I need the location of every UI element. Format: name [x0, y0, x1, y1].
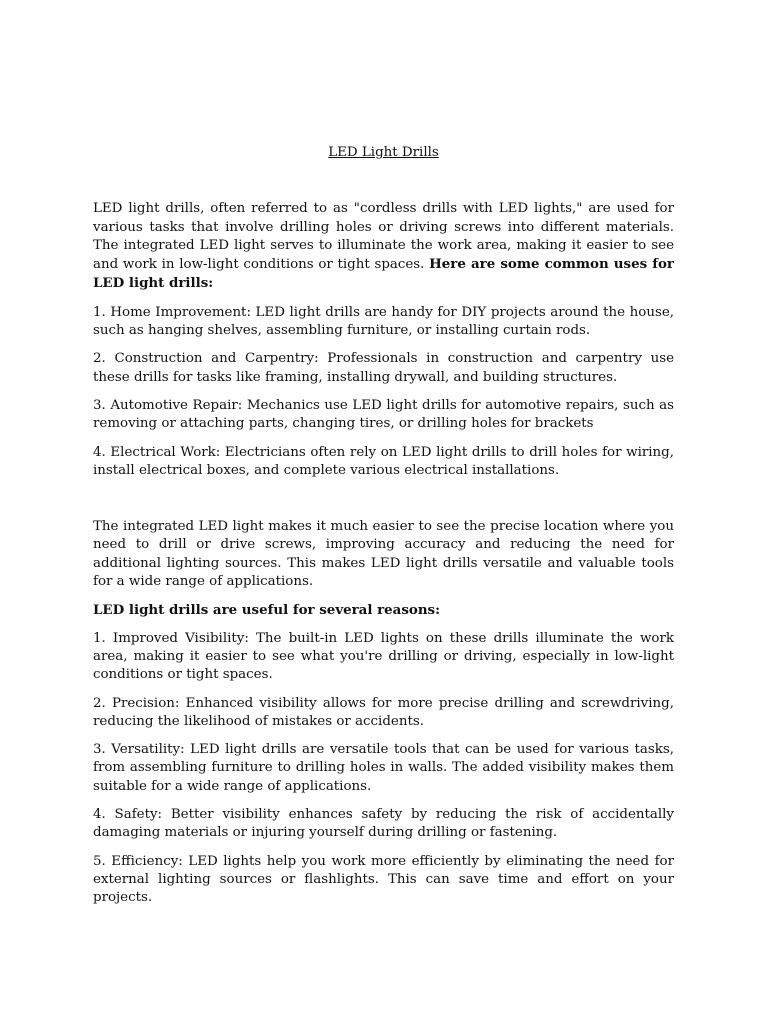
- use-item-automotive: 3. Automotive Repair: Mechanics use LED light drills for automotive repairs, such as removing or attaching parts, changing tires, or drilling holes for brackets: [93, 397, 674, 432]
- use-item-home-improvement: 1. Home Improvement: LED light drills are handy for DIY projects around the house, such as hanging shelves, assembling furniture, or installing curtain rods.: [93, 304, 674, 339]
- reasons-heading: LED light drills are useful for several reasons:: [93, 602, 441, 619]
- reason-item-versatility: 3. Versatility: LED light drills are versatile tools that can be used for various tasks, from assembling furniture to drilling holes in walls. The added visibility makes them suitable for a wide range of applications.: [93, 742, 674, 794]
- use-item-electrical: 4. Electrical Work: Electricians often rely on LED light drills to drill holes for wiring, install electrical boxes, and complete various electrical installations.: [93, 444, 674, 478]
- use-item-construction: 2. Construction and Carpentry: Professionals in construction and carpentry use these drills for tasks like framing, installing drywall, and building structures.: [93, 351, 674, 385]
- intro-bold-text: Here are some common uses for LED light drills:: [93, 256, 674, 292]
- summary-paragraph: The integrated LED light makes it much easier to see the precise location where you need to drill or drive screws, improving accuracy and reducing the need for additional lighting sources. This makes LED light drills versatile and valuable tools for a wide range of applications.: [93, 519, 674, 590]
- reason-item-precision: 2. Precision: Enhanced visibility allows for more precise drilling and screwdriving, reducing the likelihood of mistakes or accidents.: [93, 695, 674, 729]
- intro-paragraph: [93, 200, 674, 293]
- document-title: LED Light Drills: [328, 145, 439, 160]
- intro-text: LED light drills, often referred to as "cordless drills with LED lights," are used for various tasks that involve drilling holes or driving screws into different materials. The integrated LED light serves to illuminate the work area, making it easier to see and work in low-light conditions or tight spaces.: [93, 201, 674, 273]
- document-body: [93, 144, 674, 918]
- reason-item-visibility: 1. Improved Visibility: The built-in LED lights on these drills illuminate the work area, making it easier to see what you're drilling or driving, especially in low-light conditions or tight spaces.: [93, 630, 674, 683]
- section-spacer: [93, 490, 674, 518]
- reason-item-safety: 4. Safety: Better visibility enhances safety by reducing the risk of accidentally damaging materials or injuring yourself during drilling or fastening.: [93, 807, 674, 841]
- reason-item-efficiency: 5. Efficiency: LED lights help you work more efficiently by eliminating the need for external lighting sources or flashlights. This can save time and effort on your projects.: [93, 853, 674, 906]
